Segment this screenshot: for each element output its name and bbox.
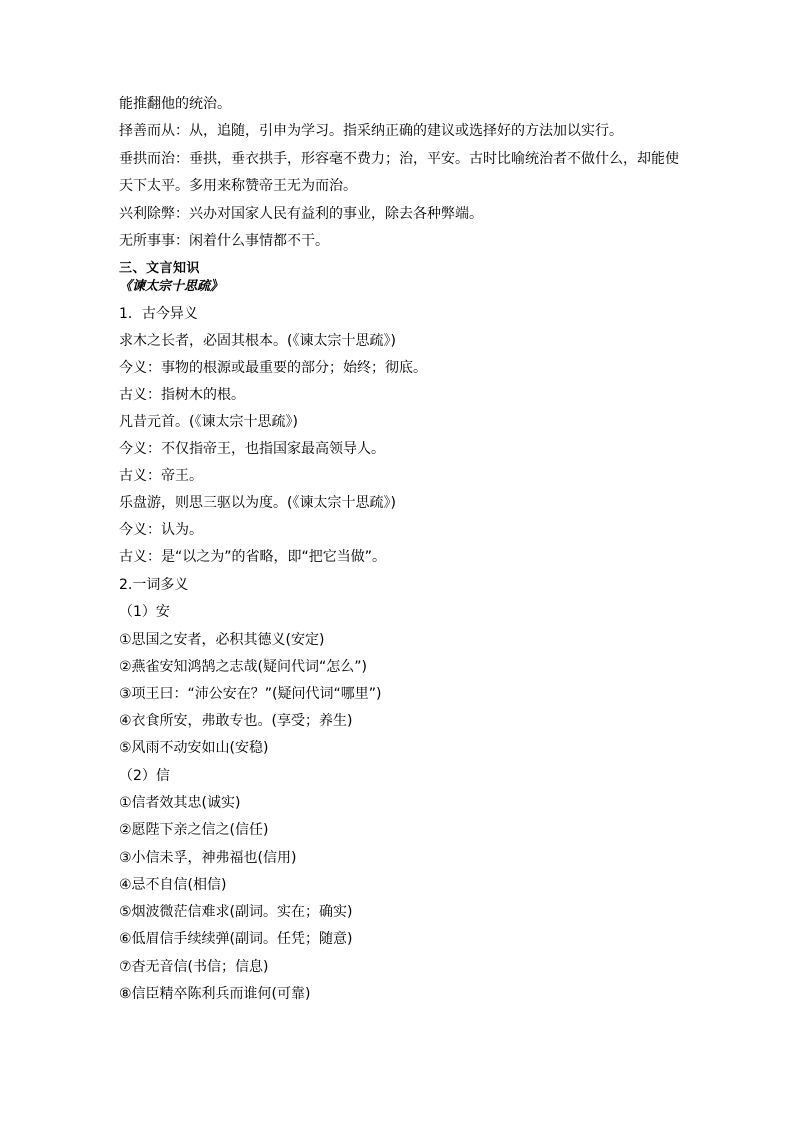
list-item: ⑥低眉信手续续弹(副词。任凭；随意) xyxy=(119,931,353,947)
list-item: ④衣食所安，弗敢专也。(享受；养生) xyxy=(119,713,353,729)
list-item: ⑤烟波微茫信难求(副词。实在；确实) xyxy=(119,904,353,920)
list-item: ②愿陛下亲之信之(信任) xyxy=(119,822,269,838)
part-label: 1．古今异义 xyxy=(119,306,198,322)
part-label: 2.一词多义 xyxy=(119,577,189,593)
sub-label: （1）安 xyxy=(119,604,170,620)
text-line: 能推翻他的统治。 xyxy=(119,96,231,112)
text-line: 古义：是“以之为”的省略，即“把它当做”。 xyxy=(119,549,387,565)
section-heading: 三、文言知识 xyxy=(119,261,201,276)
sub-label: （2）信 xyxy=(119,768,170,784)
text-line: 兴利除弊：兴办对国家人民有益利的事业，除去各种弊端。 xyxy=(119,206,483,222)
list-item: ④忌不自信(相信) xyxy=(119,877,227,893)
text-line: 天下太平。多用来称赞帝王无为而治。 xyxy=(119,178,357,194)
text-line: 古义：指树木的根。 xyxy=(119,387,245,403)
text-line: 凡昔元首。(《谏太宗十思疏》) xyxy=(119,414,298,430)
text-line: 今义：不仅指帝王，也指国家最高领导人。 xyxy=(119,441,385,457)
list-item: ①思国之安者，必积其德义(安定) xyxy=(119,632,325,648)
list-item: ⑤风雨不动安如山(安稳) xyxy=(119,740,269,756)
list-item: ③项王曰：“沛公安在？”(疑问代词“哪里”) xyxy=(119,686,382,702)
list-item: ②燕雀安知鸿鹄之志哉(疑问代词“怎么”) xyxy=(119,659,367,675)
essay-title: 《谏太宗十思疏》 xyxy=(119,279,224,294)
text-line: 今义：认为。 xyxy=(119,522,203,538)
text-line: 垂拱而治：垂拱，垂衣拱手，形容毫不费力；治，平安。古时比喻统治者不做什么，却能使 xyxy=(119,151,679,167)
text-line: 求木之长者，必固其根本。(《谏太宗十思疏》) xyxy=(119,333,396,349)
text-line: 无所事事：闲着什么事情都不干。 xyxy=(119,233,329,249)
list-item: ⑦杳无音信(书信；信息) xyxy=(119,959,269,975)
text-line: 择善而从：从，追随，引申为学习。指采纳正确的建议或选择好的方法加以实行。 xyxy=(119,123,623,139)
list-item: ⑧信臣精卒陈利兵而谁何(可靠) xyxy=(119,986,311,1002)
text-line: 今义：事物的根源或最重要的部分；始终；彻底。 xyxy=(119,360,427,376)
list-item: ③小信未孚，神弗福也(信用) xyxy=(119,850,297,866)
list-item: ①信者效其忠(诚实) xyxy=(119,795,241,811)
text-line: 古义：帝王。 xyxy=(119,468,203,484)
text-line: 乐盘游，则思三驱以为度。(《谏太宗十思疏》) xyxy=(119,495,396,511)
